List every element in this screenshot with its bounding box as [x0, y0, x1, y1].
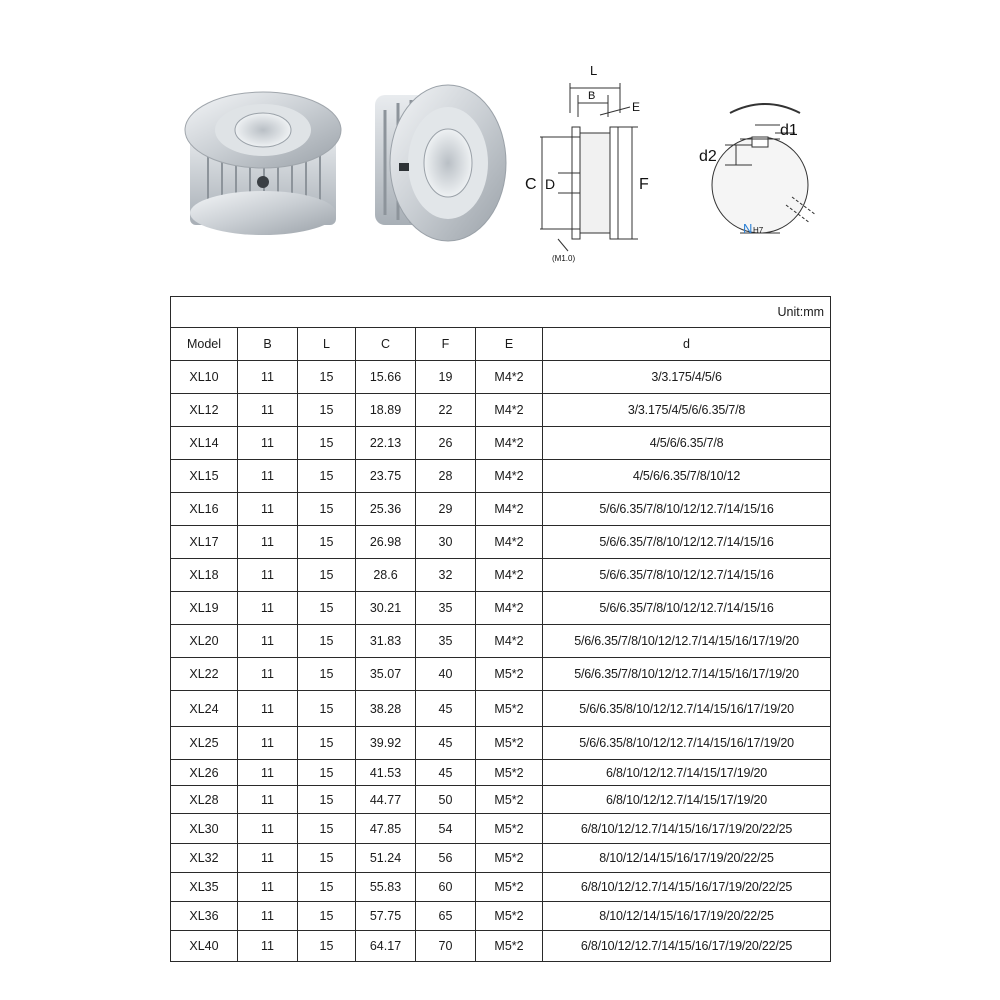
table-row — [171, 427, 831, 460]
model-cell: XL15 — [171, 460, 238, 493]
c-cell: 35.07 — [356, 658, 416, 691]
l-cell: 15 — [298, 526, 356, 559]
b-cell: 11 — [238, 902, 298, 931]
f-cell: 26 — [416, 427, 476, 460]
model-cell: XL20 — [171, 625, 238, 658]
d-cell: 5/6/6.35/8/10/12/12.7/14/15/16/17/19/20 — [543, 727, 831, 760]
label-d2: d2 — [699, 148, 717, 165]
table-row — [171, 460, 831, 493]
d-cell: 5/6/6.35/7/8/10/12/12.7/14/15/16 — [543, 559, 831, 592]
e-cell: M4*2 — [476, 526, 543, 559]
table-row — [171, 526, 831, 559]
c-cell: 47.85 — [356, 814, 416, 844]
d-cell: 5/6/6.35/7/8/10/12/12.7/14/15/16 — [543, 526, 831, 559]
l-cell: 15 — [298, 625, 356, 658]
f-cell: 40 — [416, 658, 476, 691]
e-cell: M4*2 — [476, 559, 543, 592]
table-row — [171, 873, 831, 902]
b-cell: 11 — [238, 786, 298, 814]
d-cell: 6/8/10/12/12.7/14/15/16/17/19/20/22/25 — [543, 814, 831, 844]
label-H7: H7 — [753, 226, 764, 235]
b-cell: 11 — [238, 931, 298, 962]
b-cell: 11 — [238, 526, 298, 559]
b-cell: 11 — [238, 844, 298, 873]
e-cell: M5*2 — [476, 691, 543, 727]
dimension-diagram-bore — [699, 104, 816, 236]
product-hero — [180, 55, 840, 270]
table-row — [171, 394, 831, 427]
f-cell: 65 — [416, 902, 476, 931]
l-cell: 15 — [298, 902, 356, 931]
model-cell: XL35 — [171, 873, 238, 902]
model-cell: XL28 — [171, 786, 238, 814]
col-header-l: L — [298, 328, 356, 361]
d-cell: 5/6/6.35/8/10/12/12.7/14/15/16/17/19/20 — [543, 691, 831, 727]
l-cell: 15 — [298, 873, 356, 902]
table-row — [171, 844, 831, 873]
c-cell: 55.83 — [356, 873, 416, 902]
table-row — [171, 786, 831, 814]
c-cell: 30.21 — [356, 592, 416, 625]
col-header-model: Model — [171, 328, 238, 361]
table-row — [171, 493, 831, 526]
model-cell: XL25 — [171, 727, 238, 760]
f-cell: 70 — [416, 931, 476, 962]
e-cell: M4*2 — [476, 460, 543, 493]
table-row — [171, 727, 831, 760]
l-cell: 15 — [298, 814, 356, 844]
pulley-photo-left — [185, 92, 341, 235]
model-cell: XL12 — [171, 394, 238, 427]
table-row — [171, 902, 831, 931]
l-cell: 15 — [298, 361, 356, 394]
c-cell: 41.53 — [356, 760, 416, 786]
c-cell: 15.66 — [356, 361, 416, 394]
model-cell: XL19 — [171, 592, 238, 625]
label-C: C — [525, 176, 537, 193]
b-cell: 11 — [238, 691, 298, 727]
table-row — [171, 361, 831, 394]
l-cell: 15 — [298, 844, 356, 873]
f-cell: 45 — [416, 727, 476, 760]
c-cell: 38.28 — [356, 691, 416, 727]
l-cell: 15 — [298, 394, 356, 427]
l-cell: 15 — [298, 493, 356, 526]
label-B: B — [588, 90, 596, 102]
b-cell: 11 — [238, 361, 298, 394]
d-cell: 5/6/6.35/7/8/10/12/12.7/14/15/16 — [543, 493, 831, 526]
f-cell: 28 — [416, 460, 476, 493]
dimension-diagram-side — [525, 63, 649, 263]
label-N: N — [743, 221, 753, 236]
b-cell: 11 — [238, 658, 298, 691]
c-cell: 18.89 — [356, 394, 416, 427]
label-D: D — [545, 176, 556, 192]
l-cell: 15 — [298, 691, 356, 727]
e-cell: M5*2 — [476, 760, 543, 786]
table-row — [171, 814, 831, 844]
f-cell: 29 — [416, 493, 476, 526]
l-cell: 15 — [298, 931, 356, 962]
l-cell: 15 — [298, 460, 356, 493]
model-cell: XL32 — [171, 844, 238, 873]
model-cell: XL14 — [171, 427, 238, 460]
f-cell: 35 — [416, 592, 476, 625]
model-cell: XL26 — [171, 760, 238, 786]
d-cell: 8/10/12/14/15/16/17/19/20/22/25 — [543, 902, 831, 931]
l-cell: 15 — [298, 727, 356, 760]
b-cell: 11 — [238, 559, 298, 592]
model-cell: XL30 — [171, 814, 238, 844]
d-cell: 6/8/10/12/12.7/14/15/16/17/19/20/22/25 — [543, 873, 831, 902]
f-cell: 45 — [416, 760, 476, 786]
spec-table — [170, 296, 831, 962]
e-cell: M5*2 — [476, 844, 543, 873]
model-cell: XL22 — [171, 658, 238, 691]
b-cell: 11 — [238, 427, 298, 460]
c-cell: 31.83 — [356, 625, 416, 658]
col-header-b: B — [238, 328, 298, 361]
b-cell: 11 — [238, 394, 298, 427]
label-F: F — [639, 176, 649, 193]
model-cell: XL17 — [171, 526, 238, 559]
b-cell: 11 — [238, 760, 298, 786]
l-cell: 15 — [298, 592, 356, 625]
f-cell: 50 — [416, 786, 476, 814]
d-cell: 4/5/6/6.35/7/8/10/12 — [543, 460, 831, 493]
e-cell: M5*2 — [476, 658, 543, 691]
c-cell: 57.75 — [356, 902, 416, 931]
l-cell: 15 — [298, 559, 356, 592]
d-cell: 4/5/6/6.35/7/8 — [543, 427, 831, 460]
f-cell: 45 — [416, 691, 476, 727]
d-cell: 3/3.175/4/5/6 — [543, 361, 831, 394]
model-cell: XL36 — [171, 902, 238, 931]
label-L: L — [590, 63, 598, 78]
model-cell: XL18 — [171, 559, 238, 592]
d-cell: 3/3.175/4/5/6/6.35/7/8 — [543, 394, 831, 427]
e-cell: M5*2 — [476, 727, 543, 760]
e-cell: M5*2 — [476, 814, 543, 844]
d-cell: 5/6/6.35/7/8/10/12/12.7/14/15/16 — [543, 592, 831, 625]
c-cell: 26.98 — [356, 526, 416, 559]
d-cell: 5/6/6.35/7/8/10/12/12.7/14/15/16/17/19/20 — [543, 625, 831, 658]
e-cell: M5*2 — [476, 786, 543, 814]
table-row — [171, 760, 831, 786]
d-cell: 6/8/10/12/12.7/14/15/16/17/19/20/22/25 — [543, 931, 831, 962]
c-cell: 23.75 — [356, 460, 416, 493]
table-row — [171, 559, 831, 592]
pulley-photo-right — [375, 85, 506, 241]
model-cell: XL10 — [171, 361, 238, 394]
d-cell: 6/8/10/12/12.7/14/15/17/19/20 — [543, 786, 831, 814]
l-cell: 15 — [298, 658, 356, 691]
e-cell: M4*2 — [476, 625, 543, 658]
l-cell: 15 — [298, 760, 356, 786]
e-cell: M4*2 — [476, 592, 543, 625]
e-cell: M4*2 — [476, 427, 543, 460]
f-cell: 54 — [416, 814, 476, 844]
f-cell: 56 — [416, 844, 476, 873]
model-cell: XL24 — [171, 691, 238, 727]
f-cell: 30 — [416, 526, 476, 559]
b-cell: 11 — [238, 592, 298, 625]
e-cell: M5*2 — [476, 931, 543, 962]
f-cell: 60 — [416, 873, 476, 902]
f-cell: 32 — [416, 559, 476, 592]
label-chamfer: (M1.0) — [552, 254, 576, 263]
e-cell: M5*2 — [476, 873, 543, 902]
model-cell: XL16 — [171, 493, 238, 526]
b-cell: 11 — [238, 625, 298, 658]
label-d1: d1 — [780, 122, 798, 139]
e-cell: M4*2 — [476, 361, 543, 394]
l-cell: 15 — [298, 427, 356, 460]
d-cell: 8/10/12/14/15/16/17/19/20/22/25 — [543, 844, 831, 873]
header-row — [171, 328, 831, 361]
c-cell: 39.92 — [356, 727, 416, 760]
c-cell: 28.6 — [356, 559, 416, 592]
f-cell: 19 — [416, 361, 476, 394]
d-cell: 5/6/6.35/7/8/10/12/12.7/14/15/16/17/19/20 — [543, 658, 831, 691]
b-cell: 11 — [238, 727, 298, 760]
c-cell: 51.24 — [356, 844, 416, 873]
col-header-f: F — [416, 328, 476, 361]
c-cell: 22.13 — [356, 427, 416, 460]
spec-table-body — [171, 361, 831, 962]
f-cell: 22 — [416, 394, 476, 427]
b-cell: 11 — [238, 814, 298, 844]
label-E: E — [632, 100, 641, 114]
e-cell: M4*2 — [476, 394, 543, 427]
model-cell: XL40 — [171, 931, 238, 962]
b-cell: 11 — [238, 460, 298, 493]
b-cell: 11 — [238, 873, 298, 902]
d-cell: 6/8/10/12/12.7/14/15/17/19/20 — [543, 760, 831, 786]
table-row — [171, 592, 831, 625]
col-header-d: d — [543, 328, 831, 361]
table-row — [171, 931, 831, 962]
table-row — [171, 691, 831, 727]
col-header-e: E — [476, 328, 543, 361]
c-cell: 64.17 — [356, 931, 416, 962]
b-cell: 11 — [238, 493, 298, 526]
e-cell: M4*2 — [476, 493, 543, 526]
unit-label: Unit:mm — [171, 297, 831, 328]
f-cell: 35 — [416, 625, 476, 658]
table-row — [171, 625, 831, 658]
col-header-c: C — [356, 328, 416, 361]
c-cell: 44.77 — [356, 786, 416, 814]
unit-row — [171, 297, 831, 328]
table-row — [171, 658, 831, 691]
e-cell: M5*2 — [476, 902, 543, 931]
l-cell: 15 — [298, 786, 356, 814]
c-cell: 25.36 — [356, 493, 416, 526]
